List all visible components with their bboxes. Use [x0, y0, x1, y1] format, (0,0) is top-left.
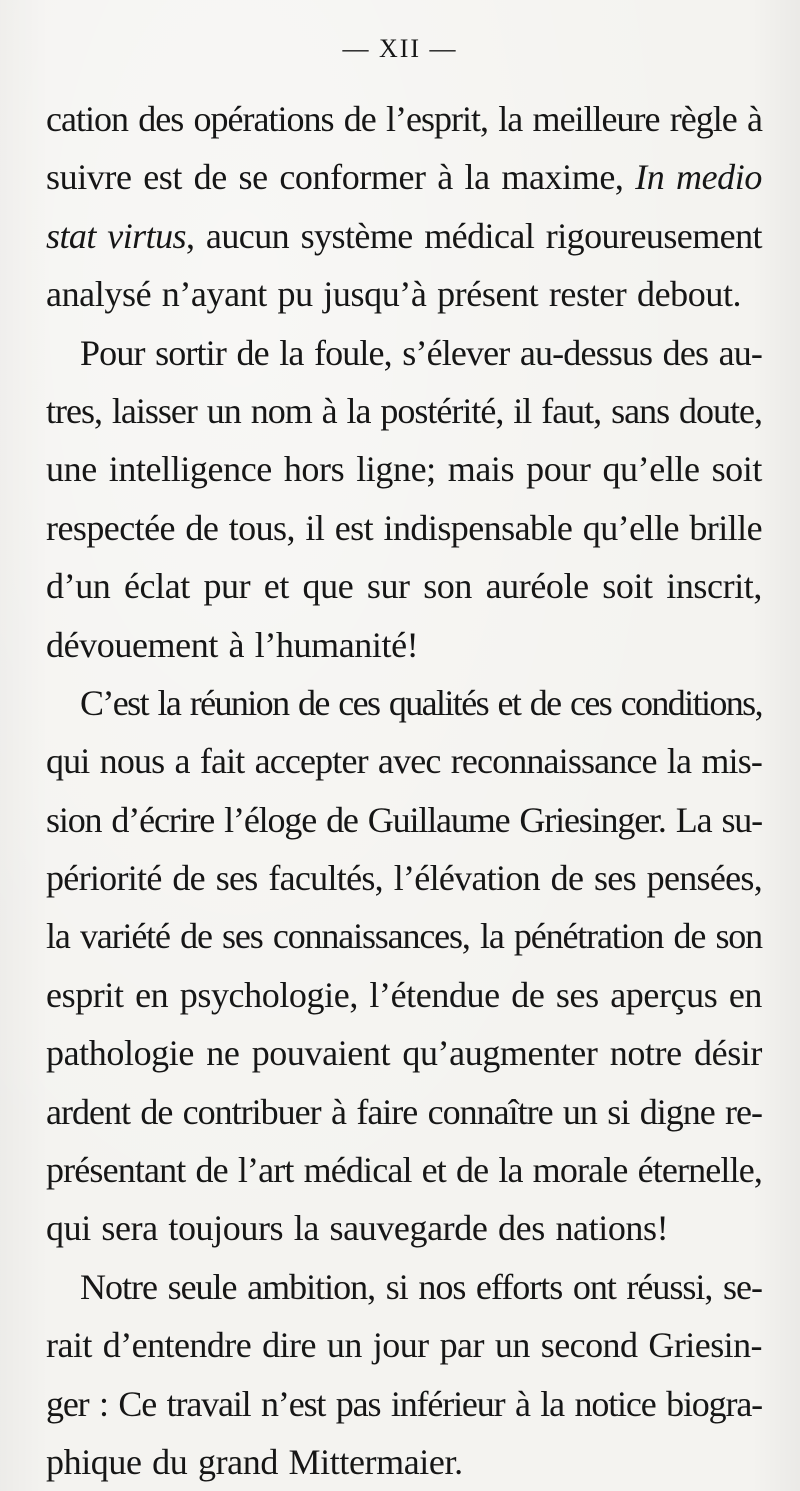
text-line-content: Notre seule ambition, si nos efforts ont réussi, se-	[80, 1266, 762, 1307]
text-line-content: analysé n’ayant pu jusqu’à présent rester debout.	[46, 274, 742, 315]
text-line-content: esprit en psychologie, l’étendue de ses aperçus en	[46, 974, 762, 1015]
text-line-content: , aucun système médical rigoureusement	[186, 215, 762, 256]
text-line	[46, 674, 762, 732]
text-line-content: suivre est de se conformer à la maxime,	[46, 157, 636, 198]
text-line	[46, 207, 762, 265]
text-line-content: dévouement à l’humanité!	[46, 624, 419, 665]
text-line	[46, 907, 762, 965]
page-number-header: — XII —	[342, 34, 458, 63]
text-line-content: la variété de ses connaissances, la pénétration de son	[46, 916, 762, 957]
text-line-content: pathologie ne pouvaient qu’augmenter notre désir	[46, 1033, 762, 1074]
text-line	[46, 1433, 762, 1491]
text-line-content: d’un éclat pur et que sur son auréole soit inscrit,	[46, 566, 762, 607]
text-line-content: C’est la réunion de ces qualités et de ces conditions,	[80, 682, 762, 723]
text-line	[46, 1316, 762, 1374]
text-line	[46, 1199, 762, 1257]
italic-phrase: In medio	[635, 157, 762, 198]
text-line	[46, 90, 762, 148]
text-line	[46, 1024, 762, 1082]
text-line	[46, 557, 762, 615]
text-line	[46, 382, 762, 440]
text-line	[46, 966, 762, 1024]
text-line-content: une intelligence hors ligne; mais pour qu’elle soit	[46, 449, 762, 490]
text-line-content: qui nous a fait accepter avec reconnaissance la mis-	[46, 741, 762, 782]
text-line-content: qui sera toujours la sauvegarde des nations!	[46, 1208, 669, 1249]
body-text	[46, 90, 762, 1491]
italic-phrase: stat virtus	[46, 215, 186, 256]
text-line	[46, 1141, 762, 1199]
text-line	[46, 616, 762, 674]
text-line	[46, 324, 762, 382]
text-line-content: ger : Ce travail n’est pas inférieur à la notice biogra-	[46, 1383, 762, 1424]
text-line	[46, 791, 762, 849]
text-line-content: périorité de ses facultés, l’élévation de ses pensées,	[46, 858, 762, 899]
text-line	[46, 499, 762, 557]
text-line	[46, 148, 762, 206]
text-line	[46, 849, 762, 907]
text-line-content: cation des opérations de l’esprit, la meilleure règle à	[46, 99, 762, 139]
text-line-content: sion d’écrire l’éloge de Guillaume Griesinger. La su-	[46, 799, 762, 840]
text-line-content: Pour sortir de la foule, s’élever au-dessus des au-	[80, 332, 762, 373]
text-line	[46, 1083, 762, 1141]
text-line-content: respectée de tous, il est indispensable qu’elle brille	[46, 507, 762, 548]
text-line	[46, 1258, 762, 1316]
text-line-content: rait d’entendre dire un jour par un second Griesin-	[46, 1325, 762, 1366]
text-line-content: ardent de contribuer à faire connaître un si digne re-	[46, 1091, 762, 1132]
text-line-content: présentant de l’art médical et de la morale éternelle,	[46, 1150, 762, 1191]
text-line-content: tres, laisser un nom à la postérité, il faut, sans doute,	[46, 390, 762, 431]
text-line	[46, 1375, 762, 1433]
text-line	[46, 440, 762, 498]
text-line	[46, 732, 762, 790]
text-line-content: phique du grand Mittermaier.	[46, 1441, 463, 1482]
text-line	[46, 265, 762, 323]
